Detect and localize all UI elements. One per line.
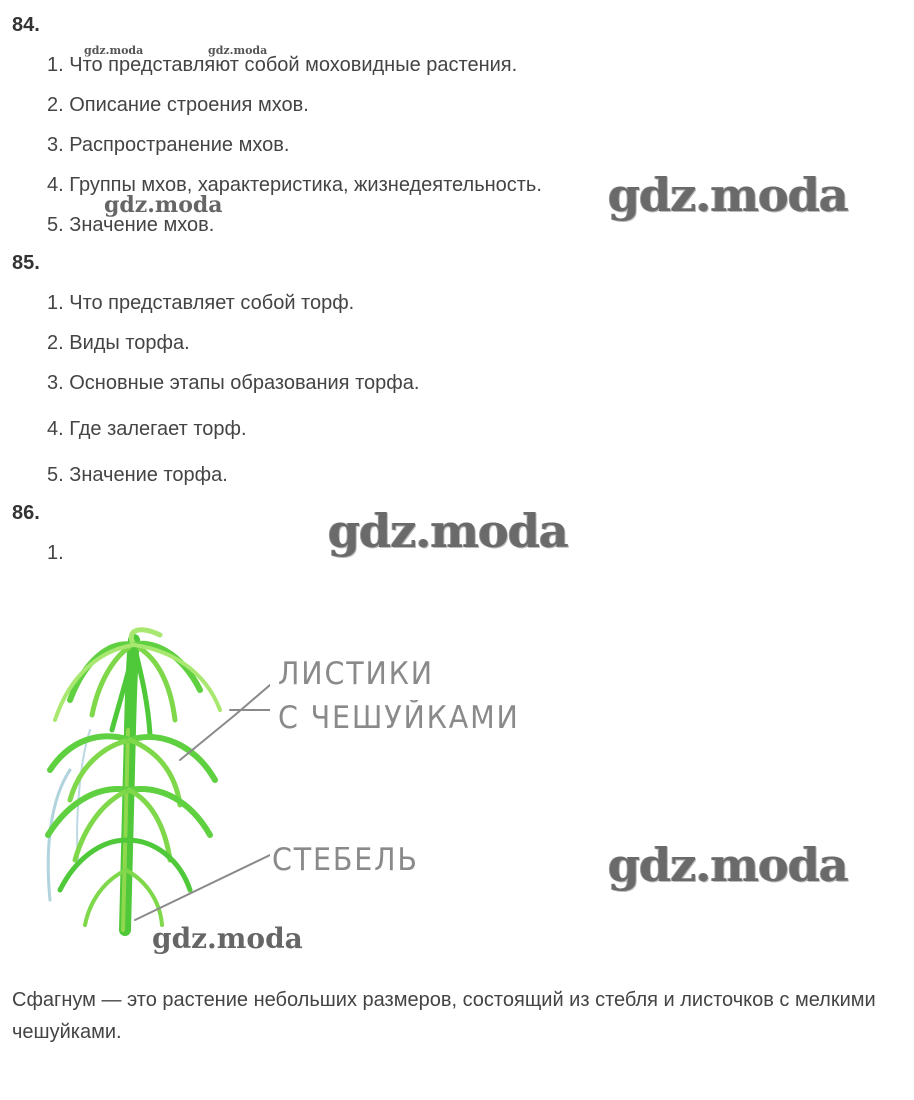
- task-86-item-1: 1.: [47, 542, 64, 564]
- task-84-item-4: 4. Группы мхов, характеристика, жизнедеятельность.: [47, 174, 542, 196]
- label-leaves-line2: С ЧЕШУЙКАМИ: [278, 700, 520, 736]
- answer-caption: Сфагнум — это растение небольших размеров, состоящий из стебля и листочков с мелкими чешуйками.: [12, 989, 876, 1043]
- watermark-mid-1: gdz.moda: [104, 192, 223, 218]
- task-85-item-2: 2. Виды торфа.: [47, 332, 190, 354]
- watermark-large-1: gdz.moda: [608, 168, 848, 222]
- task-number-86: 86.: [12, 502, 40, 524]
- task-85-item-4: 4. Где залегает торф.: [47, 418, 247, 440]
- watermark-small-1: gdz.moda: [84, 44, 144, 57]
- task-number-84: 84.: [12, 14, 40, 36]
- task-85-item-5: 5. Значение торфа.: [47, 464, 228, 486]
- task-84-item-2: 2. Описание строения мхов.: [47, 94, 309, 116]
- watermark-small-2: gdz.moda: [208, 44, 268, 57]
- task-84-item-5: 5. Значение мхов.: [47, 214, 215, 236]
- watermark-large-2: gdz.moda: [328, 504, 568, 558]
- label-leaves-line1: ЛИСТИКИ: [278, 656, 434, 692]
- label-stem: СТЕБЕЛЬ: [272, 842, 419, 878]
- watermark-mid-2: gdz.moda: [152, 922, 303, 955]
- sphagnum-drawing: [30, 620, 270, 950]
- task-85-item-1: 1. Что представляет собой торф.: [47, 292, 355, 314]
- task-number-85: 85.: [12, 252, 40, 274]
- task-84-item-3: 3. Распространение мхов.: [47, 134, 290, 156]
- task-85-item-3: 3. Основные этапы образования торфа.: [47, 372, 420, 394]
- watermark-large-3: gdz.moda: [608, 838, 848, 892]
- task-84-item-1: 1. Что представляют собой моховидные растения.: [47, 54, 518, 76]
